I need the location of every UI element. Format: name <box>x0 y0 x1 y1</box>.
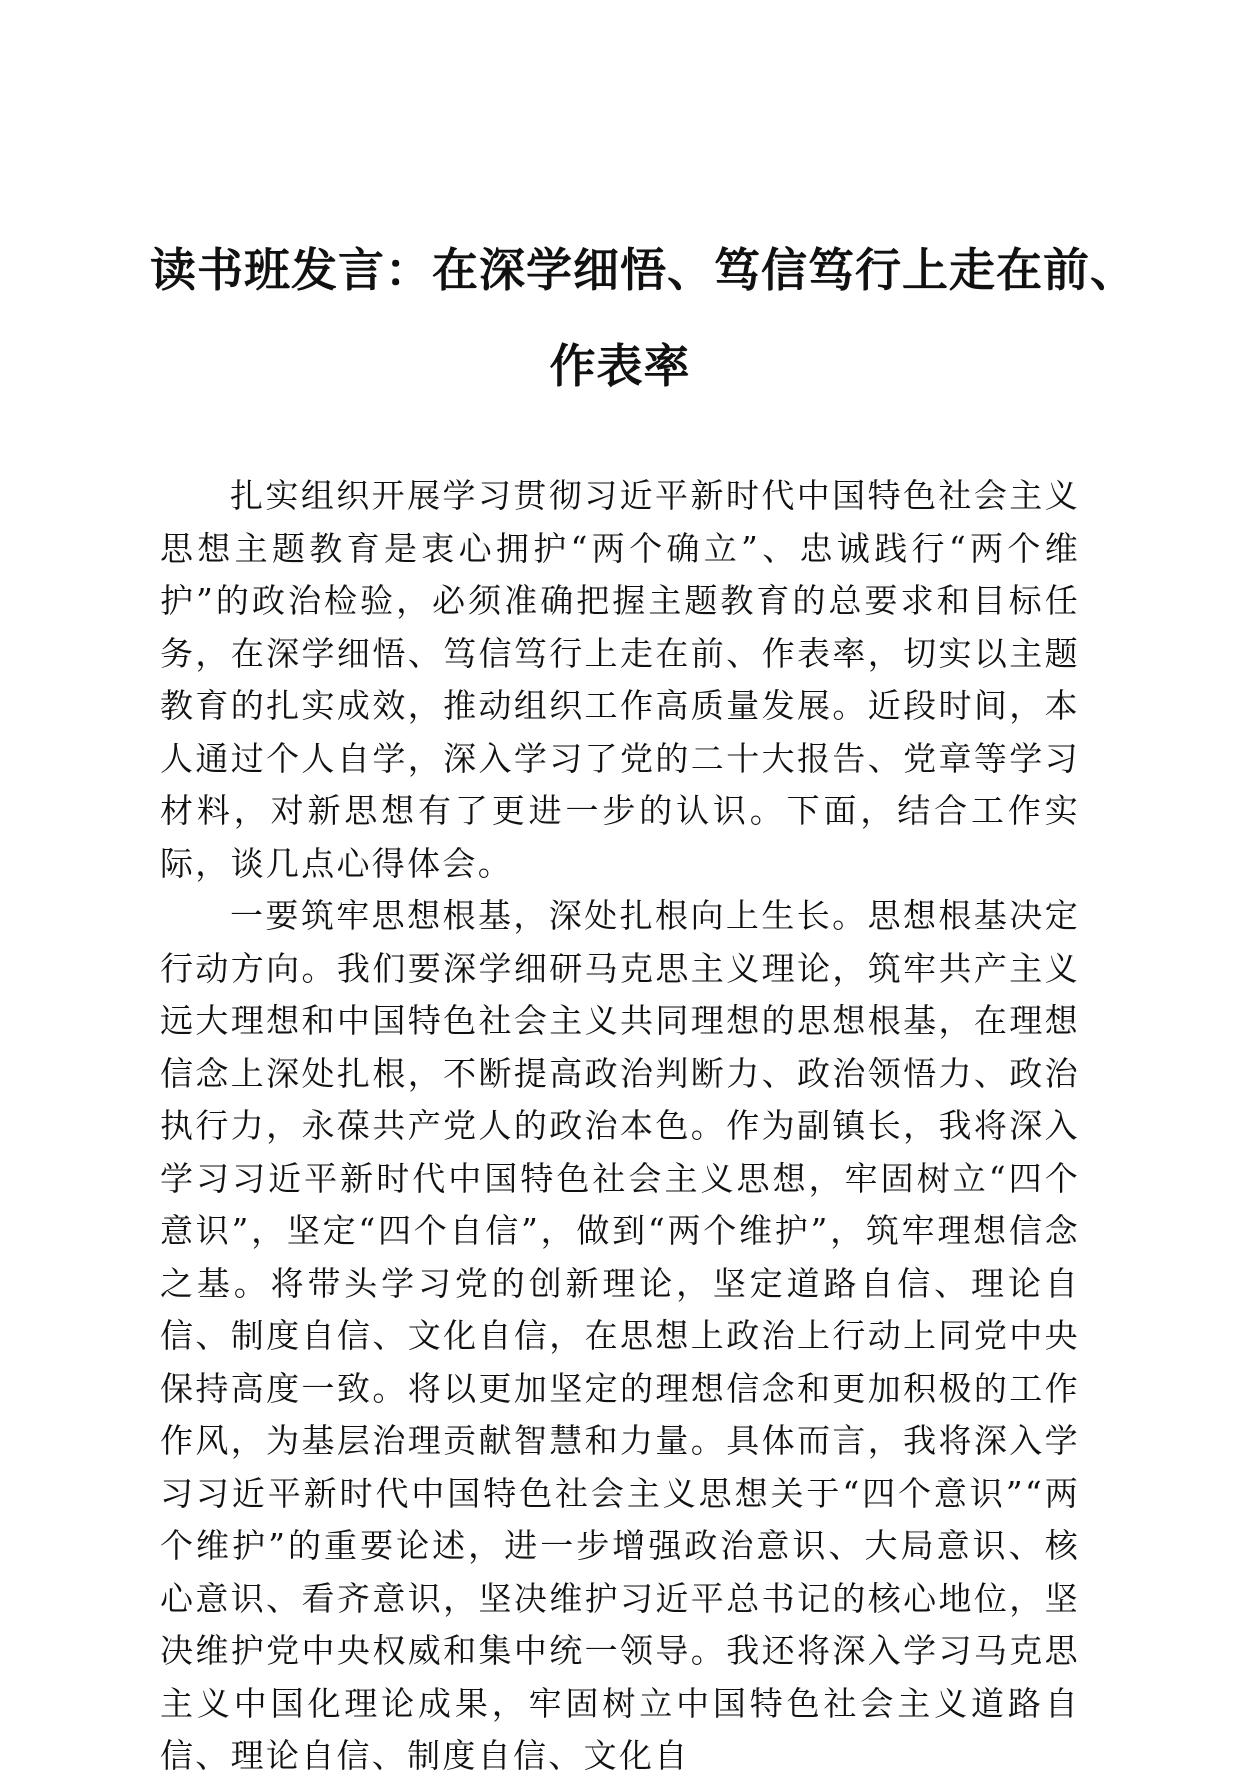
title-line-2: 作表率 <box>549 339 691 393</box>
title-line-1: 读书班发言：在深学细悟、笃信笃行上走在前、 <box>150 243 1137 297</box>
document-body <box>160 470 1080 1783</box>
paragraph-point-one: 一要筑牢思想根基，深处扎根向上生长。思想根基决定行动方向。我们要深学细研马克思主义理论，筑牢共产主义远大理想和中国特色社会主义共同理想的思想根基，在理想信念上深处扎根，不断提高政治判断力、政治领悟力、政治执行力，永葆共产党人的政治本色。作为副镇长，我将深入学习习近平新时代中国特色社会主义思想，牢固树立“四个意识”，坚定“四个自信”，做到“两个维护”，筑牢理想信念之基。将带头学习党的创新理论，坚定道路自信、理论自信、制度自信、文化自信，在思想上政治上行动上同党中央保持高度一致。将以更加坚定的理想信念和更加积极的工作作风，为基层治理贡献智慧和力量。具体而言，我将深入学习习近平新时代中国特色社会主义思想关于“四个意识”“两个维护”的重要论述，进一步增强政治意识、大局意识、核心意识、看齐意识，坚决维护习近平总书记的核心地位，坚决维护党中央权威和集中统一领导。我还将深入学习马克思主义中国化理论成果，牢固树立中国特色社会主义道路自信、理论自信、制度自信、文化自 <box>160 896 1080 1775</box>
document-title <box>150 222 1137 414</box>
paragraph-intro: 扎实组织开展学习贯彻习近平新时代中国特色社会主义思想主题教育是衷心拥护“两个确立”、忠诚践行“两个维护”的政治检验，必须准确把握主题教育的总要求和目标任务，在深学细悟、笃信笃行上走在前、作表率，切实以主题教育的扎实成效，推动组织工作高质量发展。近段时间，本人通过个人自学，深入学习了党的二十大报告、党章等学习材料，对新思想有了更进一步的认识。下面，结合工作实际，谈几点心得体会。 <box>160 476 1080 883</box>
